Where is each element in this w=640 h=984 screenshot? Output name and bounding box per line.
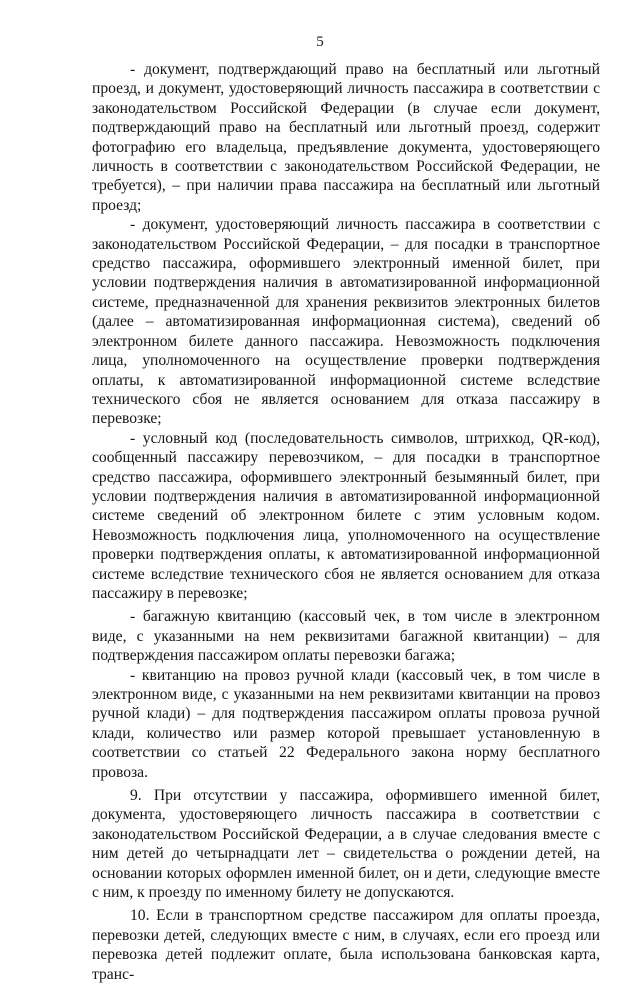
paragraph-hand-luggage-receipt: - квитанцию на провоз ручной клади (кассовый чек, в том числе в электронном виде, с указанными на нем реквизитами квитанции на провоз ручной клади) – для подтверждения пассажиром оплаты провоза ручной клади, количество или размер которой превышает установленную в соответствии со статьей 22 Федерального закона норму бесплатного провоза.: [92, 666, 600, 781]
paragraph-identity-document: - документ, удостоверяющий личность пассажира в соответствии с законодательством Российской Федерации, – для посадки в транспортное средство пассажира, оформившего электронный именной билет, при условии подтверждения наличия в автоматизированной информационной системе, предназначенной для хранения реквизитов электронных билетов (далее – автоматизированная информационная система), сведений об электронном билете данного пассажира. Невозможность подключения лица, уполномоченного на осуществление проверки подтверждения оплаты, к автоматизированной информационной системе вследствие технического сбоя не является основанием для отказа пассажиру в перевозке;: [92, 216, 600, 428]
paragraph-clause-10: 10. Если в транспортном средстве пассажиром для оплаты проезда, перевозки детей, следующих вместе с ним, в случаях, если его проезд или перевозка детей подлежит оплате, была использована банковская карта, транс-: [92, 907, 600, 983]
page-number: 5: [316, 34, 324, 50]
paragraph-conditional-code: - условный код (последовательность символов, штрихкод, QR-код), сообщенный пассажиру перевозчиком, – для посадки в транспортное средство пассажира, оформившего электронный безымянный билет, при условии подтверждения наличия в автоматизированной информационной системе сведений об электронном билете с этим условным кодом. Невозможность подключения лица, уполномоченного на осуществление проверки подтверждения оплаты, к автоматизированной информационной системе вследствие технического сбоя не является основанием для отказа пассажиру в перевозке;: [92, 429, 600, 602]
paragraph-passenger-benefit-document: - документ, подтверждающий право на бесплатный или льготный проезд, и документ, удостоверяющий личность пассажира в соответствии с законодательством Российской Федерации (в случае если документ, подтверждающий право на бесплатный или льготный проезд, содержит фотографию его владельца, предъявление документа, удостоверяющего личность в соответствии с законодательством Российской Федерации, не требуется), – при наличии права пассажира на бесплатный или льготный проезд;: [92, 61, 600, 214]
document-body: [92, 60, 600, 984]
paragraph-baggage-receipt: - багажную квитанцию (кассовый чек, в том числе в электронном виде, с указанными на нем реквизитами багажной квитанции) – для подтверждения пассажиром оплаты перевозки багажа;: [92, 608, 600, 665]
paragraph-clause-9: 9. При отсутствии у пассажира, оформившего именной билет, документа, удостоверяющего личность пассажира в соответствии с законодательством Российской Федерации, а в случае следования вместе с ним детей до четырнадцати лет – свидетельства о рождении детей, на основании которых оформлен именной билет, он и дети, следующие вместе с ним, к проезду по именному билету не допускаются.: [92, 787, 600, 902]
